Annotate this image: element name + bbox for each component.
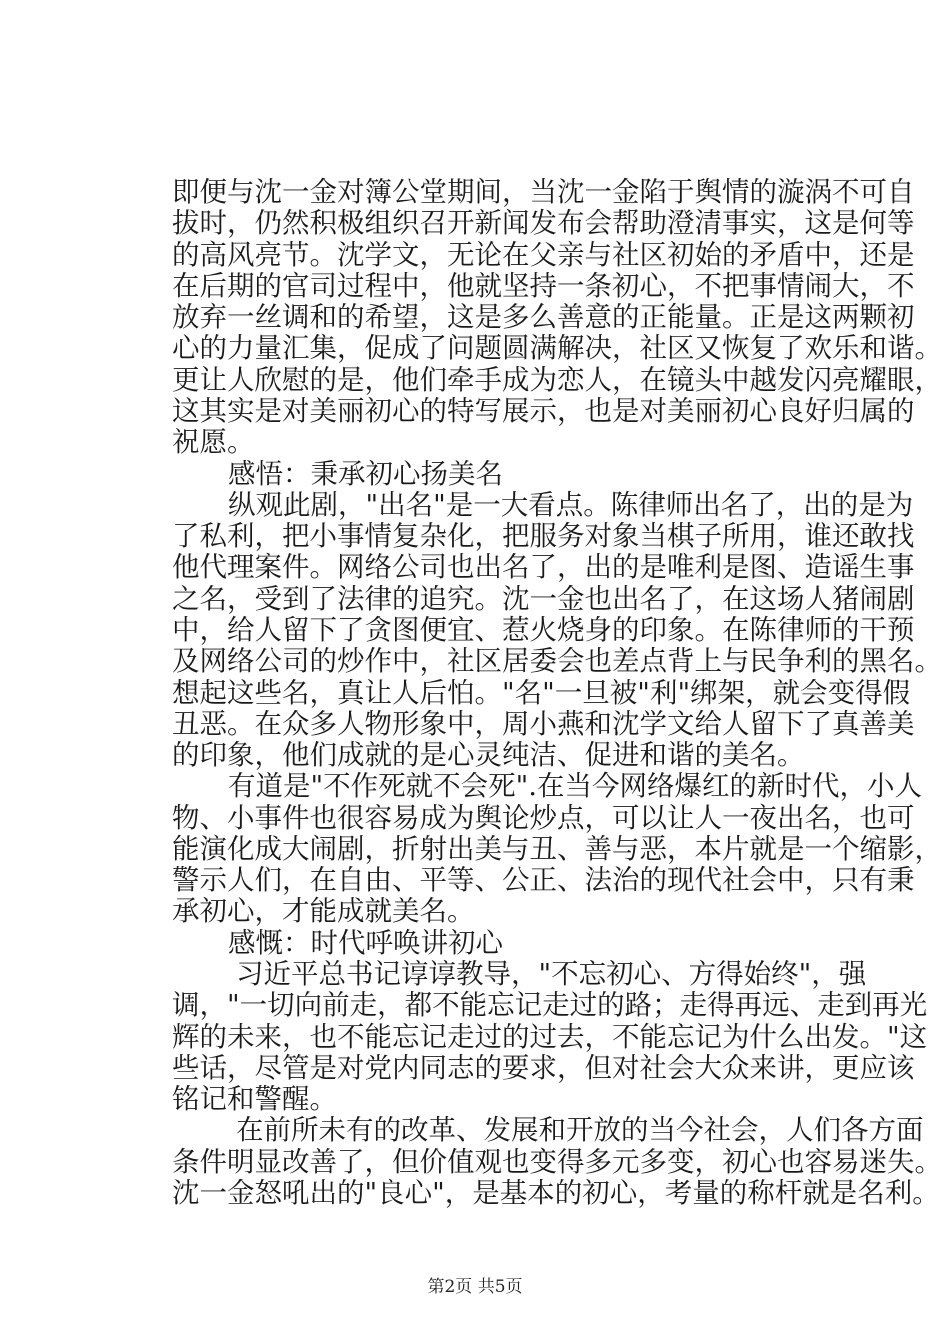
text-line: 有道是"不作死就不会死".在当今网络爆红的新时代，小人 bbox=[228, 770, 923, 802]
text-line: 之名，受到了法律的追究。沈一金也出名了，在这场人猪闹剧 bbox=[172, 583, 915, 615]
section-heading: 感慨：时代呼唤讲初心 bbox=[228, 927, 503, 959]
text-line: 在后期的官司过程中，他就坚持一条初心，不把事情闹大，不 bbox=[172, 270, 915, 302]
text-line: 习近平总书记谆谆教导，"不忘初心、方得始终"，强 bbox=[236, 958, 867, 990]
text-line: 的高风亮节。沈学文，无论在父亲与社区初始的矛盾中，还是 bbox=[172, 239, 915, 271]
text-line: 这其实是对美丽初心的特写展示，也是对美丽初心良好归属的 bbox=[172, 395, 915, 427]
text-line: 铭记和警醒。 bbox=[172, 1083, 337, 1115]
section-heading: 感悟：秉承初心扬美名 bbox=[228, 458, 503, 490]
text-line: 警示人们，在自由、平等、公正、法治的现代社会中，只有秉 bbox=[172, 864, 915, 896]
page-number: 第2页 共5页 bbox=[427, 1277, 523, 1297]
text-line: 拔时，仍然积极组织召开新闻发布会帮助澄清事实，这是何等 bbox=[172, 207, 915, 239]
text-line: 纵观此剧，"出名"是一大看点。陈律师出名了，出的是为 bbox=[228, 489, 914, 521]
text-line: 条件明显改善了，但价值观也变得多元多变，初心也容易迷失。 bbox=[172, 1146, 942, 1178]
text-line: 丑恶。在众多人物形象中，周小燕和沈学文给人留下了真善美 bbox=[172, 708, 915, 740]
text-line: 能演化成大闹剧，折射出美与丑、善与恶，本片就是一个缩影， bbox=[172, 833, 942, 865]
text-line: 在前所未有的改革、发展和开放的当今社会，人们各方面 bbox=[236, 1114, 924, 1146]
text-line: 他代理案件。网络公司也出名了，出的是唯利是图、造谣生事 bbox=[172, 551, 915, 583]
text-line: 了私利，把小事情复杂化，把服务对象当棋子所用，谁还敢找 bbox=[172, 520, 915, 552]
text-line: 更让人欣慰的是，他们牵手成为恋人，在镜头中越发闪亮耀眼， bbox=[172, 364, 942, 396]
text-line: 物、小事件也很容易成为舆论炒点，可以让人一夜出名，也可 bbox=[172, 802, 915, 834]
text-line: 的印象，他们成就的是心灵纯洁、促进和谐的美名。 bbox=[172, 739, 805, 771]
text-line: 调，"一切向前走，都不能忘记走过的路；走得再远、走到再光 bbox=[172, 989, 928, 1021]
text-line: 中，给人留下了贪图便宜、惹火烧身的印象。在陈律师的干预 bbox=[172, 614, 915, 646]
text-line: 想起这些名，真让人后怕。"名"一旦被"利"绑架，就会变得假 bbox=[172, 677, 911, 709]
text-line: 及网络公司的炒作中，社区居委会也差点背上与民争利的黑名。 bbox=[172, 645, 942, 677]
text-line: 祝愿。 bbox=[172, 426, 255, 458]
text-line: 承初心，才能成就美名。 bbox=[172, 895, 475, 927]
text-line: 心的力量汇集，促成了问题圆满解决，社区又恢复了欢乐和谐。 bbox=[172, 332, 942, 364]
text-line: 放弃一丝调和的希望，这是多么善意的正能量。正是这两颗初 bbox=[172, 301, 915, 333]
text-line: 沈一金怒吼出的"良心"，是基本的初心，考量的称杆就是名利。 bbox=[172, 1177, 940, 1209]
text-line: 些话，尽管是对党内同志的要求，但对社会大众来讲，更应该 bbox=[172, 1052, 915, 1084]
text-line: 即便与沈一金对簿公堂期间，当沈一金陷于舆情的漩涡不可自 bbox=[172, 176, 915, 208]
text-line: 辉的未来，也不能忘记走过的过去，不能忘记为什么出发。"这 bbox=[172, 1021, 928, 1053]
